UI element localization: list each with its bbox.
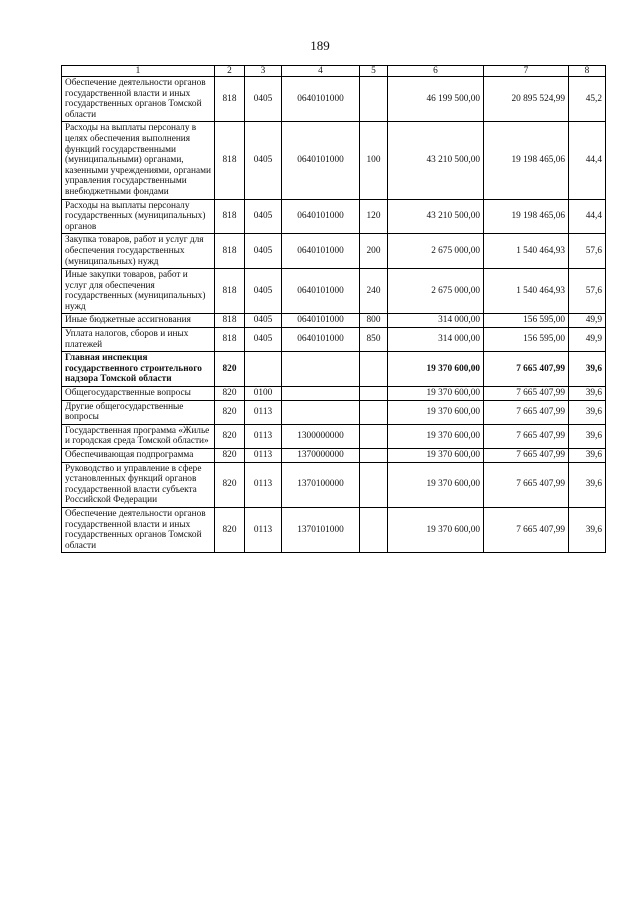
- row-name: Закупка товаров, работ и услуг для обеспечения государственных (муниципальных) нужд: [62, 234, 215, 269]
- row-code-target: 0640101000: [282, 234, 360, 269]
- row-plan-amount: 314 000,00: [388, 328, 484, 352]
- row-code-admin: 818: [215, 269, 245, 314]
- row-code-admin: 820: [215, 462, 245, 507]
- row-percent: 39,6: [569, 449, 606, 463]
- row-percent: 44,4: [569, 122, 606, 199]
- row-code-type: [360, 387, 388, 401]
- row-name: Уплата налогов, сборов и иных платежей: [62, 328, 215, 352]
- row-code-target: 1300000000: [282, 424, 360, 448]
- row-code-section: 0405: [245, 314, 282, 328]
- row-code-type: [360, 77, 388, 122]
- row-code-section: 0405: [245, 269, 282, 314]
- row-code-type: [360, 462, 388, 507]
- row-plan-amount: 19 370 600,00: [388, 462, 484, 507]
- row-code-admin: 818: [215, 234, 245, 269]
- page-number: 189: [310, 38, 330, 53]
- table-row: [62, 462, 606, 507]
- table-row: [62, 328, 606, 352]
- row-code-section: 0113: [245, 462, 282, 507]
- row-code-section: 0405: [245, 328, 282, 352]
- table-row: [62, 77, 606, 122]
- column-header: 1: [62, 66, 215, 77]
- row-name: Главная инспекция государственного строительного надзора Томской области: [62, 352, 215, 387]
- row-percent: 39,6: [569, 424, 606, 448]
- row-percent: 57,6: [569, 234, 606, 269]
- row-code-target: 1370101000: [282, 507, 360, 552]
- row-name: Расходы на выплаты персоналу государственных (муниципальных) органов: [62, 199, 215, 234]
- row-code-admin: 818: [215, 328, 245, 352]
- row-percent: 49,9: [569, 314, 606, 328]
- row-code-admin: 818: [215, 199, 245, 234]
- row-code-admin: 820: [215, 449, 245, 463]
- row-code-target: [282, 352, 360, 387]
- row-name: Общегосударственные вопросы: [62, 387, 215, 401]
- table-row: [62, 507, 606, 552]
- row-code-admin: 818: [215, 77, 245, 122]
- row-code-target: 1370100000: [282, 462, 360, 507]
- row-code-section: 0113: [245, 424, 282, 448]
- row-percent: 39,6: [569, 400, 606, 424]
- table-row: [62, 449, 606, 463]
- row-name: Иные закупки товаров, работ и услуг для обеспечения государственных (муниципальных) нужд: [62, 269, 215, 314]
- row-code-type: 240: [360, 269, 388, 314]
- row-actual-amount: 20 895 524,99: [484, 77, 569, 122]
- row-code-target: 0640101000: [282, 199, 360, 234]
- row-code-type: [360, 507, 388, 552]
- table-row: [62, 199, 606, 234]
- row-plan-amount: 43 210 500,00: [388, 122, 484, 199]
- row-code-target: 0640101000: [282, 314, 360, 328]
- row-name: Иные бюджетные ассигнования: [62, 314, 215, 328]
- row-percent: 39,6: [569, 507, 606, 552]
- row-code-section: 0405: [245, 122, 282, 199]
- row-code-type: 850: [360, 328, 388, 352]
- row-code-type: 200: [360, 234, 388, 269]
- table-row: [62, 269, 606, 314]
- row-code-type: 800: [360, 314, 388, 328]
- row-code-section: 0100: [245, 387, 282, 401]
- row-name: Обеспечивающая подпрограмма: [62, 449, 215, 463]
- column-header: 7: [484, 66, 569, 77]
- row-actual-amount: 7 665 407,99: [484, 400, 569, 424]
- row-code-target: 1370000000: [282, 449, 360, 463]
- row-percent: 45,2: [569, 77, 606, 122]
- row-actual-amount: 19 198 465,06: [484, 122, 569, 199]
- row-code-target: 0640101000: [282, 269, 360, 314]
- row-code-type: [360, 424, 388, 448]
- row-actual-amount: 7 665 407,99: [484, 352, 569, 387]
- row-code-admin: 818: [215, 314, 245, 328]
- row-actual-amount: 7 665 407,99: [484, 462, 569, 507]
- row-code-section: 0405: [245, 77, 282, 122]
- row-percent: 39,6: [569, 352, 606, 387]
- budget-table: [61, 65, 606, 553]
- row-actual-amount: 1 540 464,93: [484, 234, 569, 269]
- row-percent: 49,9: [569, 328, 606, 352]
- row-name: Расходы на выплаты персоналу в целях обеспечения выполнения функций государственными (муниципальными) органами, казенными учреждениями, органами управления государственными внебюджетными фондами: [62, 122, 215, 199]
- table-row: [62, 314, 606, 328]
- row-plan-amount: 19 370 600,00: [388, 449, 484, 463]
- row-code-admin: 820: [215, 400, 245, 424]
- table-row: [62, 352, 606, 387]
- row-code-section: 0113: [245, 400, 282, 424]
- row-code-admin: 820: [215, 352, 245, 387]
- row-percent: 44,4: [569, 199, 606, 234]
- row-percent: 57,6: [569, 269, 606, 314]
- row-plan-amount: 2 675 000,00: [388, 234, 484, 269]
- column-header: 5: [360, 66, 388, 77]
- row-code-section: 0405: [245, 199, 282, 234]
- table-row: [62, 424, 606, 448]
- row-code-admin: 820: [215, 507, 245, 552]
- row-plan-amount: 43 210 500,00: [388, 199, 484, 234]
- column-header: 6: [388, 66, 484, 77]
- row-name: Другие общегосударственные вопросы: [62, 400, 215, 424]
- row-code-type: [360, 352, 388, 387]
- row-plan-amount: 46 199 500,00: [388, 77, 484, 122]
- row-code-target: 0640101000: [282, 328, 360, 352]
- table-row: [62, 387, 606, 401]
- row-code-target: [282, 400, 360, 424]
- row-code-type: 120: [360, 199, 388, 234]
- row-code-target: 0640101000: [282, 122, 360, 199]
- row-plan-amount: 2 675 000,00: [388, 269, 484, 314]
- row-code-target: 0640101000: [282, 77, 360, 122]
- column-header: 8: [569, 66, 606, 77]
- table-row: [62, 400, 606, 424]
- table-row: [62, 122, 606, 199]
- row-percent: 39,6: [569, 462, 606, 507]
- row-actual-amount: 7 665 407,99: [484, 449, 569, 463]
- row-code-section: 0405: [245, 234, 282, 269]
- table-row: [62, 234, 606, 269]
- row-code-admin: 820: [215, 387, 245, 401]
- column-header: 3: [245, 66, 282, 77]
- row-name: Обеспечение деятельности органов государственной власти и иных государственных органов Томской области: [62, 507, 215, 552]
- row-actual-amount: 7 665 407,99: [484, 507, 569, 552]
- row-code-section: [245, 352, 282, 387]
- column-header: 4: [282, 66, 360, 77]
- row-name: Руководство и управление в сфере установленных функций органов государственной власти субъекта Российской Федерации: [62, 462, 215, 507]
- row-code-admin: 818: [215, 122, 245, 199]
- row-code-section: 0113: [245, 507, 282, 552]
- row-plan-amount: 19 370 600,00: [388, 387, 484, 401]
- row-plan-amount: 19 370 600,00: [388, 352, 484, 387]
- row-code-section: 0113: [245, 449, 282, 463]
- row-code-type: [360, 449, 388, 463]
- row-actual-amount: 156 595,00: [484, 314, 569, 328]
- row-actual-amount: 19 198 465,06: [484, 199, 569, 234]
- row-plan-amount: 19 370 600,00: [388, 400, 484, 424]
- row-code-type: [360, 400, 388, 424]
- header-row: [62, 66, 606, 77]
- row-name: Государственная программа «Жилье и городская среда Томской области»: [62, 424, 215, 448]
- row-code-type: 100: [360, 122, 388, 199]
- row-actual-amount: 1 540 464,93: [484, 269, 569, 314]
- row-plan-amount: 19 370 600,00: [388, 507, 484, 552]
- column-header: 2: [215, 66, 245, 77]
- row-actual-amount: 7 665 407,99: [484, 424, 569, 448]
- row-code-admin: 820: [215, 424, 245, 448]
- row-plan-amount: 314 000,00: [388, 314, 484, 328]
- row-actual-amount: 156 595,00: [484, 328, 569, 352]
- row-percent: 39,6: [569, 387, 606, 401]
- row-name: Обеспечение деятельности органов государственной власти и иных государственных органов Томской области: [62, 77, 215, 122]
- row-actual-amount: 7 665 407,99: [484, 387, 569, 401]
- row-code-target: [282, 387, 360, 401]
- row-plan-amount: 19 370 600,00: [388, 424, 484, 448]
